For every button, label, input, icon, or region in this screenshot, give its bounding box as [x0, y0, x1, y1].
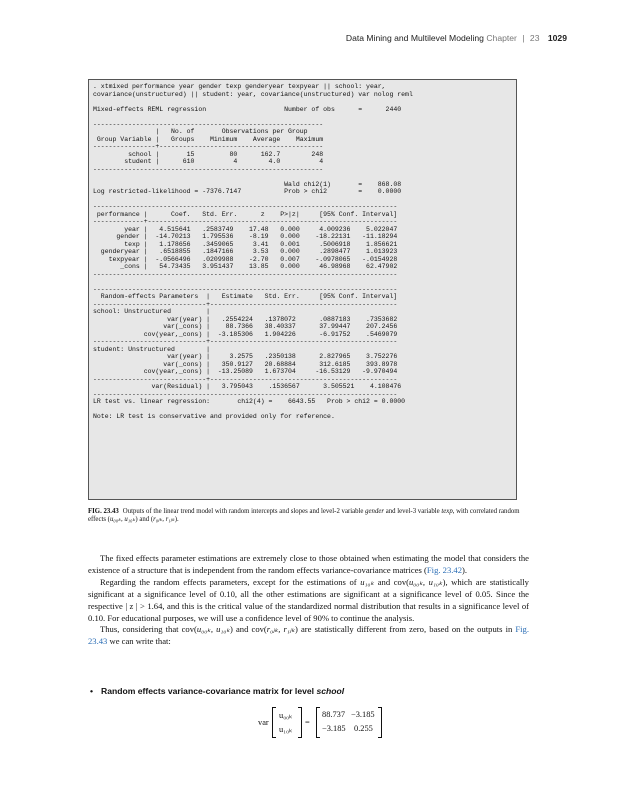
caption-re-1: u₀₀ₖ, u₁₀ₖ	[109, 516, 136, 524]
stata-line: school: Unstructured |	[93, 308, 211, 315]
stata-line: cov(year,_cons) | -3.185306 1.904226 -6.91752 .5469079	[93, 330, 398, 338]
figure-label: FIG. 23.43	[88, 508, 119, 515]
matrix-cell: −3.185	[351, 710, 375, 719]
vector-entry: u₁₀ₖ	[279, 725, 293, 734]
stata-line: Wald chi2(1) = 868.08	[93, 180, 402, 188]
bullet-dot: •	[90, 686, 94, 696]
p2-text-b: and cov(	[374, 576, 409, 587]
stata-line: var(year) | .2554224 .1378072 .0887183 .7353682	[93, 315, 398, 323]
stata-line: cov(year,_cons) | -13.25089 1.673704 -16.53129 -9.970494	[93, 368, 398, 375]
stata-line: texp | 1.178656 .3459065 3.41 0.001 .5006918 1.856621	[93, 240, 398, 248]
page-number: 1029	[547, 33, 567, 43]
stata-line: var(_cons) | 350.9127 20.68884 312.6185 393.8978	[93, 360, 398, 368]
stata-line: covariance(unstructured) || student: year, covariance(unstructured) var nolog reml	[93, 90, 413, 98]
stata-line: var(year) | 3.2575 .2350138 2.827965 3.752276	[93, 353, 398, 360]
running-header	[346, 33, 567, 43]
stata-line: year | 4.515641 .2583749 17.48 0.000 4.009236 5.022047	[93, 225, 398, 233]
p3-text-c: ) are statistically different from zero, based on the outputs in	[295, 624, 516, 635]
chapter-label: Chapter	[486, 33, 517, 43]
stata-line: _cons | 54.73435 3.951437 13.85 0.000 46.98968 62.47902	[93, 263, 398, 270]
bullet-level: school	[316, 686, 345, 696]
random-effects-vector	[272, 707, 302, 738]
stata-line: gender | -14.70213 1.795536 -8.19 0.000 -18.22131 -11.18294	[93, 233, 398, 240]
p1-text-b: ).	[462, 564, 468, 575]
stata-line: school | 15 80 162.7 248	[93, 150, 324, 158]
stata-line: -------------+----------------------------------------------------------------	[93, 218, 398, 225]
p3-text-a: Thus, considering that cov(	[100, 624, 197, 635]
stata-line: var(Residual) | 3.795043 .1536567 3.505521 4.108476	[93, 383, 402, 390]
fig-link-23-43[interactable]: Fig. 23.43	[88, 624, 529, 647]
p3-math-1: u₀₀ₖ, u₁₀ₖ	[196, 624, 231, 635]
stata-line: Random-effects Parameters | Estimate Std. Err. [95% Conf. Interval]	[93, 293, 398, 300]
stata-line: Group Variable | Groups Minimum Average Maximum	[93, 135, 324, 143]
stata-output-text	[89, 80, 516, 421]
bullet-heading	[90, 686, 344, 696]
matrix-var-label: var	[258, 718, 269, 727]
stata-line: LR test vs. linear regression: chi2(4) = 6643.55 Prob > chi2 = 0.0000	[93, 398, 406, 405]
stata-line: Mixed-effects REML regression Number of obs = 2440	[93, 105, 402, 113]
body-text	[88, 553, 529, 648]
figure-caption	[88, 508, 528, 525]
stata-line: Note: LR test is conservative and provided only for reference.	[93, 413, 335, 420]
stata-line: Log restricted-likelihood = -7376.7147 Prob > chi2 = 0.0000	[93, 188, 402, 195]
p1-text-a: The fixed effects parameter estimations are extremely close to those obtained when estimating the model that considers the existence of a structure that is independent from the random effects variance-covariance matrices (	[88, 553, 529, 575]
stata-line: student: Unstructured |	[93, 345, 211, 353]
caption-text-5: ).	[174, 516, 179, 524]
equals-sign: =	[305, 718, 310, 727]
stata-line: texpyear | -.0566496 .0209988 -2.70 0.007 -.0978065 -.0154928	[93, 255, 398, 263]
bullet-text: Random effects variance-covariance matrix for level	[101, 686, 317, 696]
caption-text-1: Outputs of the linear trend model with random intercepts and slopes and level-2 variable	[122, 508, 366, 515]
caption-re-2: r₀ⱼₖ, r₁ⱼₖ	[153, 516, 175, 524]
stata-line: . xtmixed performance year gender texp genderyear texpyear || school: year,	[93, 83, 386, 90]
stata-line: -----------------------------+------------------------------------------------	[93, 375, 398, 383]
stata-line: -----------------------------------------------------------	[93, 165, 324, 173]
p2-math-1: u₁₀ₖ	[360, 576, 375, 587]
p3-text-d: we can write that:	[107, 636, 171, 647]
caption-var-texp: texp	[441, 508, 453, 515]
stata-output-box	[88, 79, 517, 500]
stata-line: -----------------------------------------------------------	[93, 120, 324, 128]
p3-text-b: ) and cov(	[230, 624, 267, 635]
paragraph-3	[88, 624, 529, 648]
matrix-cell: 0.255	[354, 724, 373, 733]
paragraph-2	[88, 577, 529, 625]
paragraph-1	[88, 553, 529, 577]
matrix-cell: −3.185	[322, 724, 346, 733]
stata-line: ----------------+------------------------------------------	[93, 143, 324, 150]
p2-text-c: ), which are statistically significant at a significance level of 0.10, all the other estimations are significant at a significance level of 0.05. Since the respective | z | > 1.64, and this is the critical value of the standardized normal distribution that results in a significance level of 0.10. For educational purposes, we will use a confidence level of 90% to continue the analysis.	[88, 576, 529, 623]
stata-line: ------------------------------------------------------------------------------	[93, 390, 398, 398]
caption-text-3: , with correlated random effects (	[88, 508, 520, 524]
fig-link-23-42[interactable]: Fig. 23.42	[426, 564, 463, 575]
matrix-cell: 88.737	[322, 710, 346, 719]
chapter-number: 23	[529, 33, 540, 43]
vector-entry: u₀₀ₖ	[279, 711, 293, 720]
stata-line: -----------------------------+------------------------------------------------	[93, 338, 398, 345]
stata-line: student | 610 4 4.0 4	[93, 158, 324, 165]
stata-line: ------------------------------------------------------------------------------	[93, 270, 398, 278]
caption-text-2: and level-3 variable	[384, 508, 442, 515]
caption-var-gender: gender	[365, 508, 385, 515]
stata-line: | No. of Observations per Group	[93, 128, 308, 135]
stata-line: var(_cons) | 88.7366 38.40337 37.99447 207.2456	[93, 323, 398, 330]
p2-text-a: Regarding the random effects parameters, except for the estimations of	[100, 576, 361, 587]
header-separator: |	[522, 33, 525, 43]
book-title: Data Mining and Multilevel Modeling	[345, 33, 484, 43]
covariance-matrix	[316, 707, 382, 738]
stata-line: ------------------------------------------------------------------------------	[93, 203, 398, 210]
stata-line: -----------------------------+------------------------------------------------	[93, 300, 398, 308]
p3-math-2: r₀ⱼₖ, r₁ⱼₖ	[266, 624, 296, 635]
p2-math-2: u₀₀ₖ, u₁₀ₖ	[408, 576, 443, 587]
stata-line: performance | Coef. Std. Err. z P>|z| [95% Conf. Interval]	[93, 210, 398, 218]
stata-line: ------------------------------------------------------------------------------	[93, 285, 398, 293]
caption-text-4: ) and (	[135, 516, 154, 524]
stata-line: genderyear | .6518855 .1847166 3.53 0.000 .2898477 1.013923	[93, 248, 398, 255]
